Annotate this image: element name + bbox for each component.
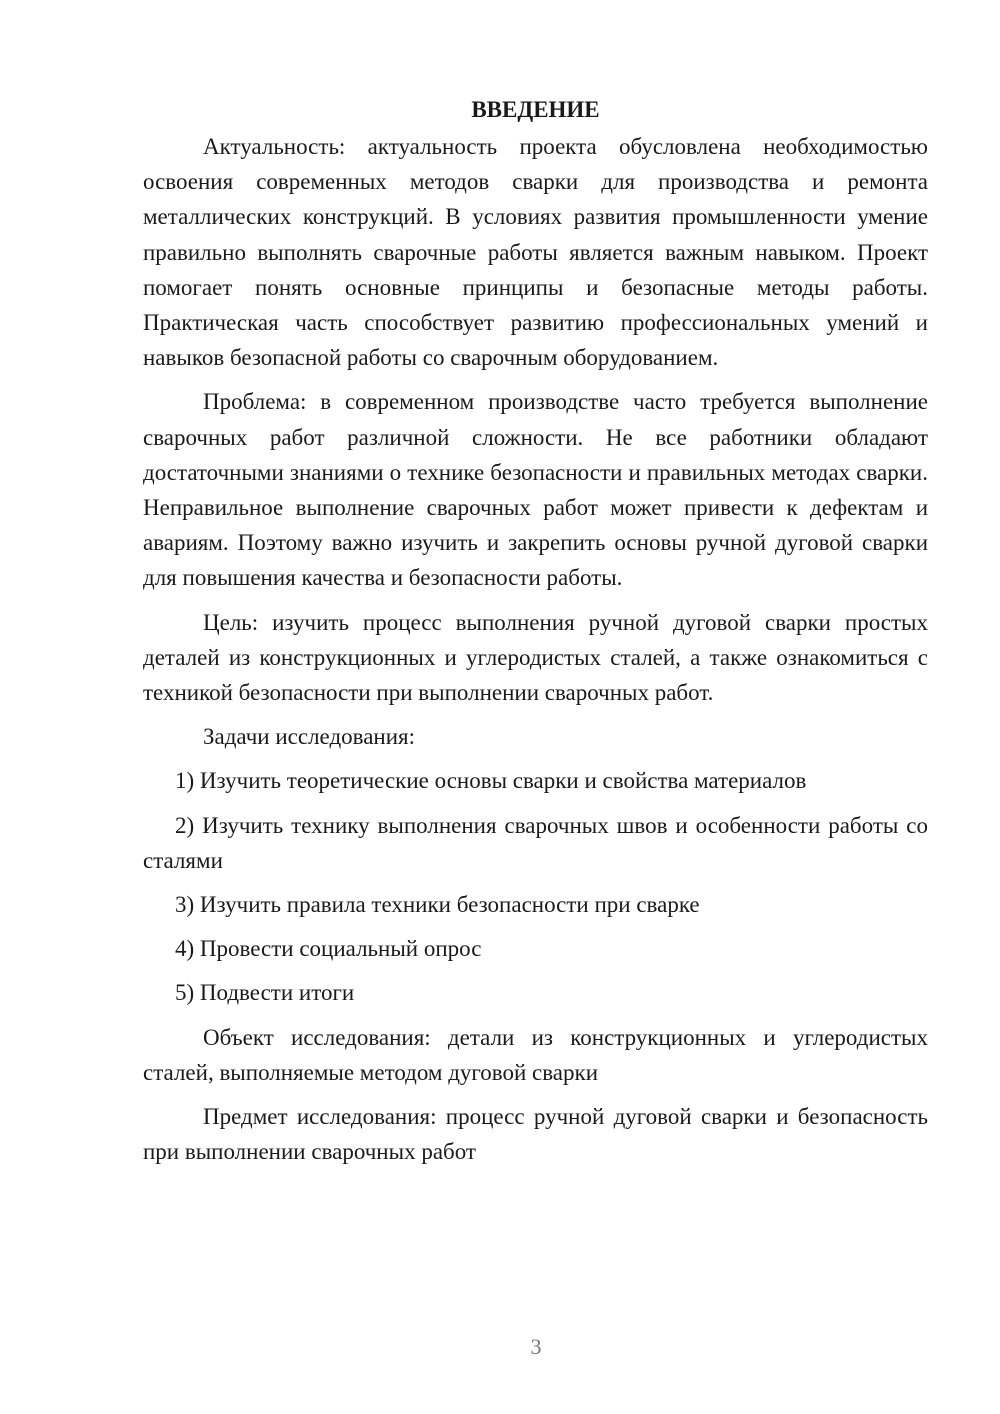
paragraph-relevance: Актуальность: актуальность проекта обусловлена необходимостью освоения современных методов сварки для производства и ремонта металлических конструкций. В условиях развития промышленности умение правильно выполнять сварочные работы является важным навыком. Проект помогает понять основные принципы и безопасные методы работы. Практическая часть способствует развитию профессиональных умений и навыков безопасной работы со сварочным оборудованием. xyxy=(143,134,928,371)
page-content xyxy=(143,95,928,1178)
paragraph-tasks-heading: Задачи исследования: xyxy=(203,724,416,750)
paragraph-goal: Цель: изучить процесс выполнения ручной дуговой сварки простых деталей из конструкционных и углеродистых сталей, а также ознакомиться с техникой безопасности при выполнении сварочных работ. xyxy=(143,609,928,706)
paragraph-object: Объект исследования: детали из конструкционных и углеродистых сталей, выполняемые методом дуговой сварки xyxy=(143,1024,928,1085)
page-title: ВВЕДЕНИЕ xyxy=(471,97,600,122)
task-item: 1) Изучить теоретические основы сварки и свойства материалов xyxy=(175,768,807,794)
page-number: 3 xyxy=(530,1334,542,1359)
task-item: 4) Провести социальный опрос xyxy=(175,936,482,962)
task-item: 5) Подвести итоги xyxy=(175,980,355,1006)
task-item: 3) Изучить правила техники безопасности при сварке xyxy=(175,892,700,918)
task-item: 2) Изучить технику выполнения сварочных швов и особенности работы со сталями xyxy=(143,812,928,873)
paragraph-problem: Проблема: в современном производстве часто требуется выполнение сварочных работ различной сложности. Не все работники обладают достаточными знаниями о технике безопасности и правильных методах сварки. Неправильное выполнение сварочных работ может привести к дефектам и авариям. Поэтому важно изучить и закрепить основы ручной дуговой сварки для повышения качества и безопасности работы. xyxy=(143,389,928,591)
paragraph-subject: Предмет исследования: процесс ручной дуговой сварки и безопасность при выполнении сварочных работ xyxy=(143,1104,928,1165)
